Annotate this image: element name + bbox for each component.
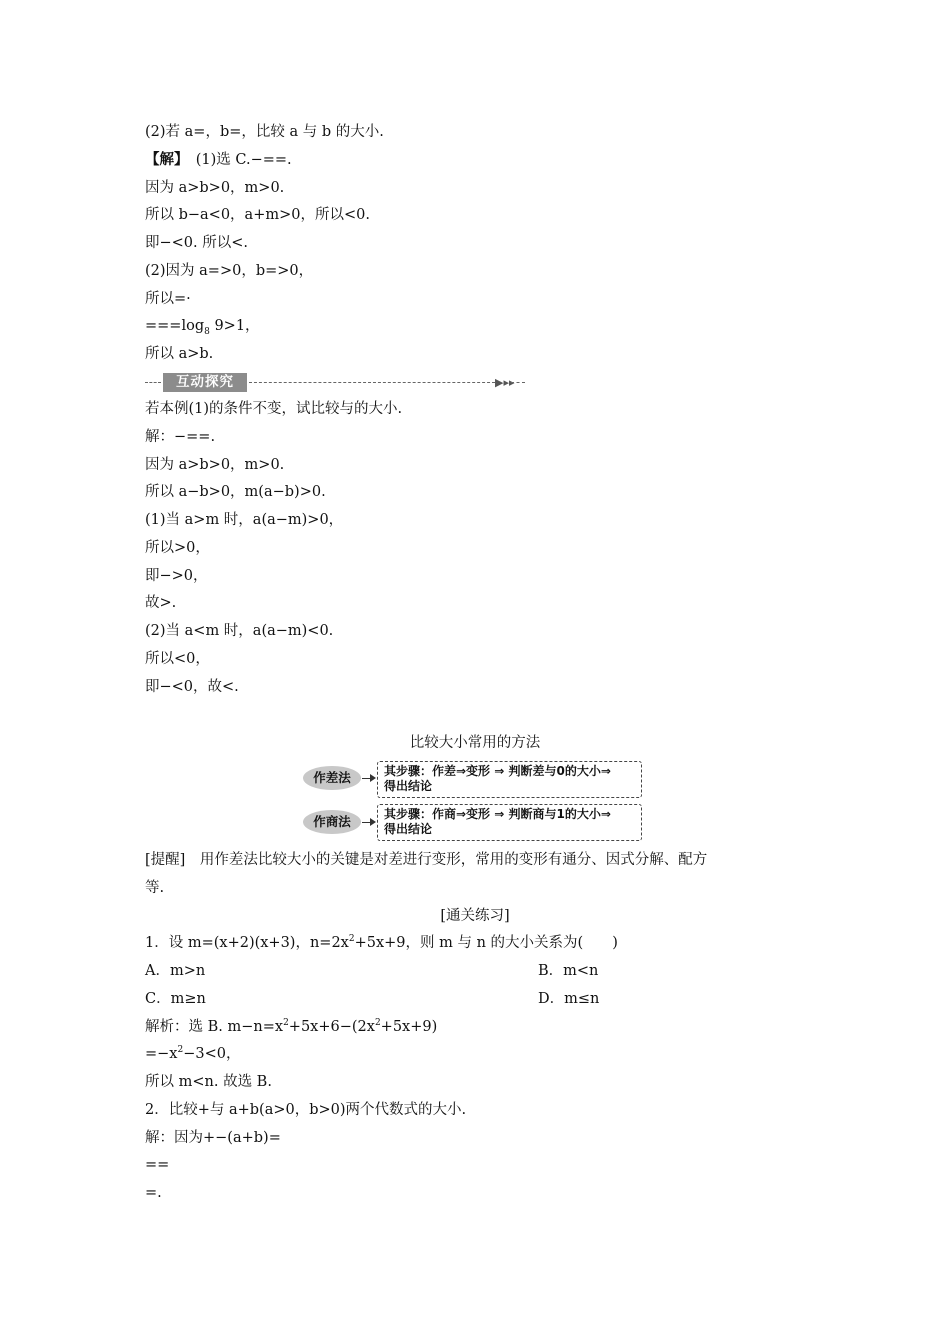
a2-text-b: −3<0， xyxy=(183,1046,241,1062)
a2-text-a: =−x xyxy=(145,1046,178,1062)
solution-text: (1)选 C.−==. xyxy=(195,152,292,168)
practice-title: [通关练习] xyxy=(440,908,510,924)
quot-arrow-line xyxy=(362,822,370,823)
solution-line-3: 所以 b−a<0，a+m>0，所以<0. xyxy=(145,207,370,223)
option-b: B．m<n xyxy=(538,963,599,979)
option-a: A．m>n xyxy=(145,963,206,979)
answer-line-1 xyxy=(145,1017,437,1037)
q1-exponent: 2 xyxy=(348,934,355,945)
solution-line-7 xyxy=(145,316,260,336)
a2-exponent: 2 xyxy=(177,1045,184,1056)
explore-line-8: 故>. xyxy=(145,595,177,611)
a1-exponent: 2 xyxy=(283,1018,289,1029)
explore-line-7: 即−>0， xyxy=(145,568,208,584)
methods-title: 比较大小常用的方法 xyxy=(409,735,541,751)
quot-method-box xyxy=(377,804,642,841)
q1-text-b: +5x+9，则 m 与 n 的大小关系为( ) xyxy=(354,935,618,951)
explore-banner xyxy=(145,372,525,394)
explore-line-4: 所以 a−b>0，m(a−b)>0. xyxy=(145,484,326,500)
q2-solution-line-2: == xyxy=(145,1157,170,1173)
solution-label: 【解】 xyxy=(145,151,182,168)
solution-line-5: (2)因为 a=>0，b=>0， xyxy=(145,263,314,279)
quot-method-label: 作商法 xyxy=(303,810,361,834)
diff-arrow-icon xyxy=(370,774,376,782)
explore-line-6: 所以>0， xyxy=(145,540,210,556)
explore-line-1: 若本例(1)的条件不变，试比较与的大小. xyxy=(145,401,403,417)
diff-method-label: 作差法 xyxy=(303,766,361,790)
quot-arrow-icon xyxy=(370,818,376,826)
log-base: 8 xyxy=(204,326,210,337)
question-2: (2)若 a=，b=，比较 a 与 b 的大小. xyxy=(145,124,384,140)
solution-line-6: 所以=· xyxy=(145,291,191,307)
diff-steps-line-1: 其步骤：作差⇒变形 ⇒ 判断差与0的大小⇒ xyxy=(384,764,611,778)
explore-line-10: 所以<0， xyxy=(145,651,210,667)
tip-line-1: [提醒] 用作差法比较大小的关键是对差进行变形，常用的变形有通分、因式分解、配方 xyxy=(145,852,708,868)
log-value: 9>1， xyxy=(209,318,260,334)
option-d: D．m≤n xyxy=(538,991,600,1007)
quot-steps-line-2: 得出结论 xyxy=(384,822,433,836)
diff-arrow-line xyxy=(362,778,370,779)
solution-line-1 xyxy=(145,150,292,170)
practice-q2: 2．比较+与 a+b(a>0，b>0)两个代数式的大小. xyxy=(145,1102,467,1118)
answer-line-2 xyxy=(145,1044,240,1064)
banner-dash-right xyxy=(249,382,495,383)
diff-steps-line-2: 得出结论 xyxy=(384,779,433,793)
quot-steps-line-1: 其步骤：作商⇒变形 ⇒ 判断商与1的大小⇒ xyxy=(384,807,611,821)
banner-dash-end xyxy=(511,382,525,383)
explore-line-11: 即−<0，故<. xyxy=(145,679,239,695)
practice-q1 xyxy=(145,933,618,953)
q1-text-a: 1．设 m=(x+2)(x+3)，n=2x xyxy=(145,935,349,951)
banner-dash-left xyxy=(145,382,161,383)
diff-method-box xyxy=(377,761,642,798)
option-c: C．m≥n xyxy=(145,991,206,1007)
q2-solution-line-3: =. xyxy=(145,1185,162,1201)
a1-text-a: 解析：选 B. m−n=x xyxy=(145,1019,284,1035)
explore-line-5: (1)当 a>m 时，a(a−m)>0， xyxy=(145,512,344,528)
answer-line-3: 所以 m<n. 故选 B. xyxy=(145,1074,272,1090)
solution-line-8: 所以 a>b. xyxy=(145,346,214,362)
banner-arrow-icon: ▶▸▸ xyxy=(495,376,515,389)
explore-line-9: (2)当 a<m 时，a(a−m)<0. xyxy=(145,623,334,639)
a1-text-b: +5x+6−(2x xyxy=(288,1019,375,1035)
explore-line-2: 解：−==. xyxy=(145,429,216,445)
explore-line-3: 因为 a>b>0，m>0. xyxy=(145,457,285,473)
a1-text-c: +5x+9) xyxy=(380,1019,438,1035)
tip-line-2: 等. xyxy=(145,880,165,896)
solution-line-2: 因为 a>b>0，m>0. xyxy=(145,180,285,196)
log-text: ===log xyxy=(145,318,205,334)
solution-line-4: 即−<0. 所以<. xyxy=(145,235,249,251)
a1-exponent-2: 2 xyxy=(374,1018,381,1029)
q2-solution-line-1: 解：因为+−(a+b)= xyxy=(145,1130,281,1146)
banner-title: 互动探究 xyxy=(163,373,247,392)
